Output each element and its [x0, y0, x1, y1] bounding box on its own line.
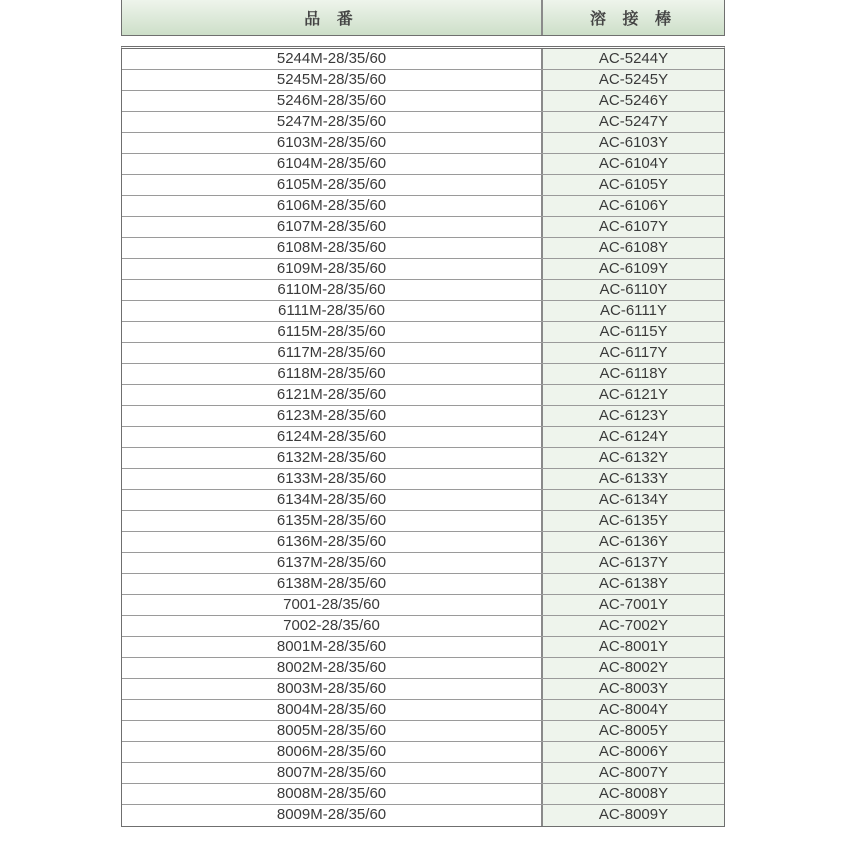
part-number-cell: 7001-28/35/60: [122, 595, 543, 615]
welding-rod-cell: AC-6121Y: [543, 385, 724, 405]
table-row: [122, 112, 724, 133]
part-number-cell: 6109M-28/35/60: [122, 259, 543, 279]
part-number-cell: 8002M-28/35/60: [122, 658, 543, 678]
welding-rod-cell: AC-6118Y: [543, 364, 724, 384]
header-part-number: 品 番: [122, 0, 543, 35]
table-row: [122, 763, 724, 784]
part-number-cell: 6111M-28/35/60: [122, 301, 543, 321]
welding-rod-cell: AC-5244Y: [543, 49, 724, 69]
welding-rod-cell: AC-8001Y: [543, 637, 724, 657]
welding-rod-cell: AC-6108Y: [543, 238, 724, 258]
table-row: [122, 679, 724, 700]
table-row: [122, 616, 724, 637]
table-row: [122, 742, 724, 763]
part-number-cell: 8005M-28/35/60: [122, 721, 543, 741]
table-row: [122, 637, 724, 658]
part-number-cell: 6133M-28/35/60: [122, 469, 543, 489]
table-row: [122, 154, 724, 175]
table-row: [122, 49, 724, 70]
part-number-cell: 6138M-28/35/60: [122, 574, 543, 594]
table-row: [122, 301, 724, 322]
table-row: [122, 70, 724, 91]
table-row: [122, 511, 724, 532]
welding-rod-cell: AC-8009Y: [543, 805, 724, 826]
table-row: [122, 133, 724, 154]
welding-rod-cell: AC-6123Y: [543, 406, 724, 426]
welding-rod-cell: AC-8007Y: [543, 763, 724, 783]
table-row: [122, 721, 724, 742]
part-number-cell: 6134M-28/35/60: [122, 490, 543, 510]
part-number-cell: 6115M-28/35/60: [122, 322, 543, 342]
welding-rod-cell: AC-6110Y: [543, 280, 724, 300]
welding-rod-cell: AC-6104Y: [543, 154, 724, 174]
welding-rod-cell: AC-6115Y: [543, 322, 724, 342]
welding-rod-cell: AC-6133Y: [543, 469, 724, 489]
table-row: [122, 175, 724, 196]
welding-rod-cell: AC-6106Y: [543, 196, 724, 216]
part-number-cell: 6132M-28/35/60: [122, 448, 543, 468]
welding-rod-cell: AC-6107Y: [543, 217, 724, 237]
welding-rod-cell: AC-8006Y: [543, 742, 724, 762]
table-row: [122, 238, 724, 259]
part-number-cell: 8007M-28/35/60: [122, 763, 543, 783]
welding-rod-cell: AC-6105Y: [543, 175, 724, 195]
welding-rod-cell: AC-8003Y: [543, 679, 724, 699]
table-row: [122, 280, 724, 301]
part-number-cell: 6118M-28/35/60: [122, 364, 543, 384]
welding-rod-cell: AC-6109Y: [543, 259, 724, 279]
welding-rod-cell: AC-6134Y: [543, 490, 724, 510]
part-number-cell: 8009M-28/35/60: [122, 805, 543, 826]
welding-rod-cell: AC-8005Y: [543, 721, 724, 741]
table-row: [122, 553, 724, 574]
welding-rod-cell: AC-5246Y: [543, 91, 724, 111]
welding-rod-cell: AC-5245Y: [543, 70, 724, 90]
table-row: [122, 658, 724, 679]
table-row: [122, 574, 724, 595]
table-row: [122, 385, 724, 406]
part-number-cell: 6104M-28/35/60: [122, 154, 543, 174]
welding-rod-cell: AC-6138Y: [543, 574, 724, 594]
part-number-cell: 6107M-28/35/60: [122, 217, 543, 237]
welding-rod-cell: AC-6117Y: [543, 343, 724, 363]
table-row: [122, 217, 724, 238]
part-number-cell: 6136M-28/35/60: [122, 532, 543, 552]
welding-rod-cell: AC-7002Y: [543, 616, 724, 636]
table-row: [122, 448, 724, 469]
part-number-cell: 6135M-28/35/60: [122, 511, 543, 531]
part-number-cell: 6123M-28/35/60: [122, 406, 543, 426]
part-number-cell: 8001M-28/35/60: [122, 637, 543, 657]
table-row: [122, 427, 724, 448]
table-row: [122, 406, 724, 427]
parts-table: [121, 46, 725, 827]
welding-rod-cell: AC-6124Y: [543, 427, 724, 447]
table-row: [122, 322, 724, 343]
welding-rod-cell: AC-8008Y: [543, 784, 724, 804]
table-row: [122, 364, 724, 385]
welding-rod-cell: AC-5247Y: [543, 112, 724, 132]
part-number-cell: 6137M-28/35/60: [122, 553, 543, 573]
part-number-cell: 8008M-28/35/60: [122, 784, 543, 804]
part-number-cell: 5245M-28/35/60: [122, 70, 543, 90]
part-number-cell: 8003M-28/35/60: [122, 679, 543, 699]
part-number-cell: 5244M-28/35/60: [122, 49, 543, 69]
table-row: [122, 595, 724, 616]
part-number-cell: 6105M-28/35/60: [122, 175, 543, 195]
table-row: [122, 259, 724, 280]
table-row: [122, 784, 724, 805]
welding-rod-cell: AC-6135Y: [543, 511, 724, 531]
welding-rod-cell: AC-6103Y: [543, 133, 724, 153]
part-number-cell: 8006M-28/35/60: [122, 742, 543, 762]
table-row: [122, 469, 724, 490]
part-number-cell: 6108M-28/35/60: [122, 238, 543, 258]
table-row: [122, 196, 724, 217]
table-row: [122, 343, 724, 364]
part-number-cell: 8004M-28/35/60: [122, 700, 543, 720]
header-welding-rod: 溶 接 棒: [543, 0, 724, 35]
part-number-cell: 6110M-28/35/60: [122, 280, 543, 300]
table-row: [122, 490, 724, 511]
welding-rod-cell: AC-8002Y: [543, 658, 724, 678]
table-row: [122, 805, 724, 826]
welding-rod-cell: AC-6111Y: [543, 301, 724, 321]
part-number-cell: 6106M-28/35/60: [122, 196, 543, 216]
part-number-cell: 6117M-28/35/60: [122, 343, 543, 363]
welding-rod-cell: AC-6137Y: [543, 553, 724, 573]
welding-rod-cell: AC-8004Y: [543, 700, 724, 720]
part-number-cell: 6124M-28/35/60: [122, 427, 543, 447]
table-row: [122, 91, 724, 112]
part-number-cell: 5247M-28/35/60: [122, 112, 543, 132]
welding-rod-cell: AC-6136Y: [543, 532, 724, 552]
welding-rod-cell: AC-7001Y: [543, 595, 724, 615]
welding-rod-cell: AC-6132Y: [543, 448, 724, 468]
part-number-cell: 6103M-28/35/60: [122, 133, 543, 153]
part-number-cell: 7002-28/35/60: [122, 616, 543, 636]
part-number-cell: 5246M-28/35/60: [122, 91, 543, 111]
part-number-cell: 6121M-28/35/60: [122, 385, 543, 405]
table-header: [121, 0, 725, 36]
table-row: [122, 700, 724, 721]
table-row: [122, 532, 724, 553]
